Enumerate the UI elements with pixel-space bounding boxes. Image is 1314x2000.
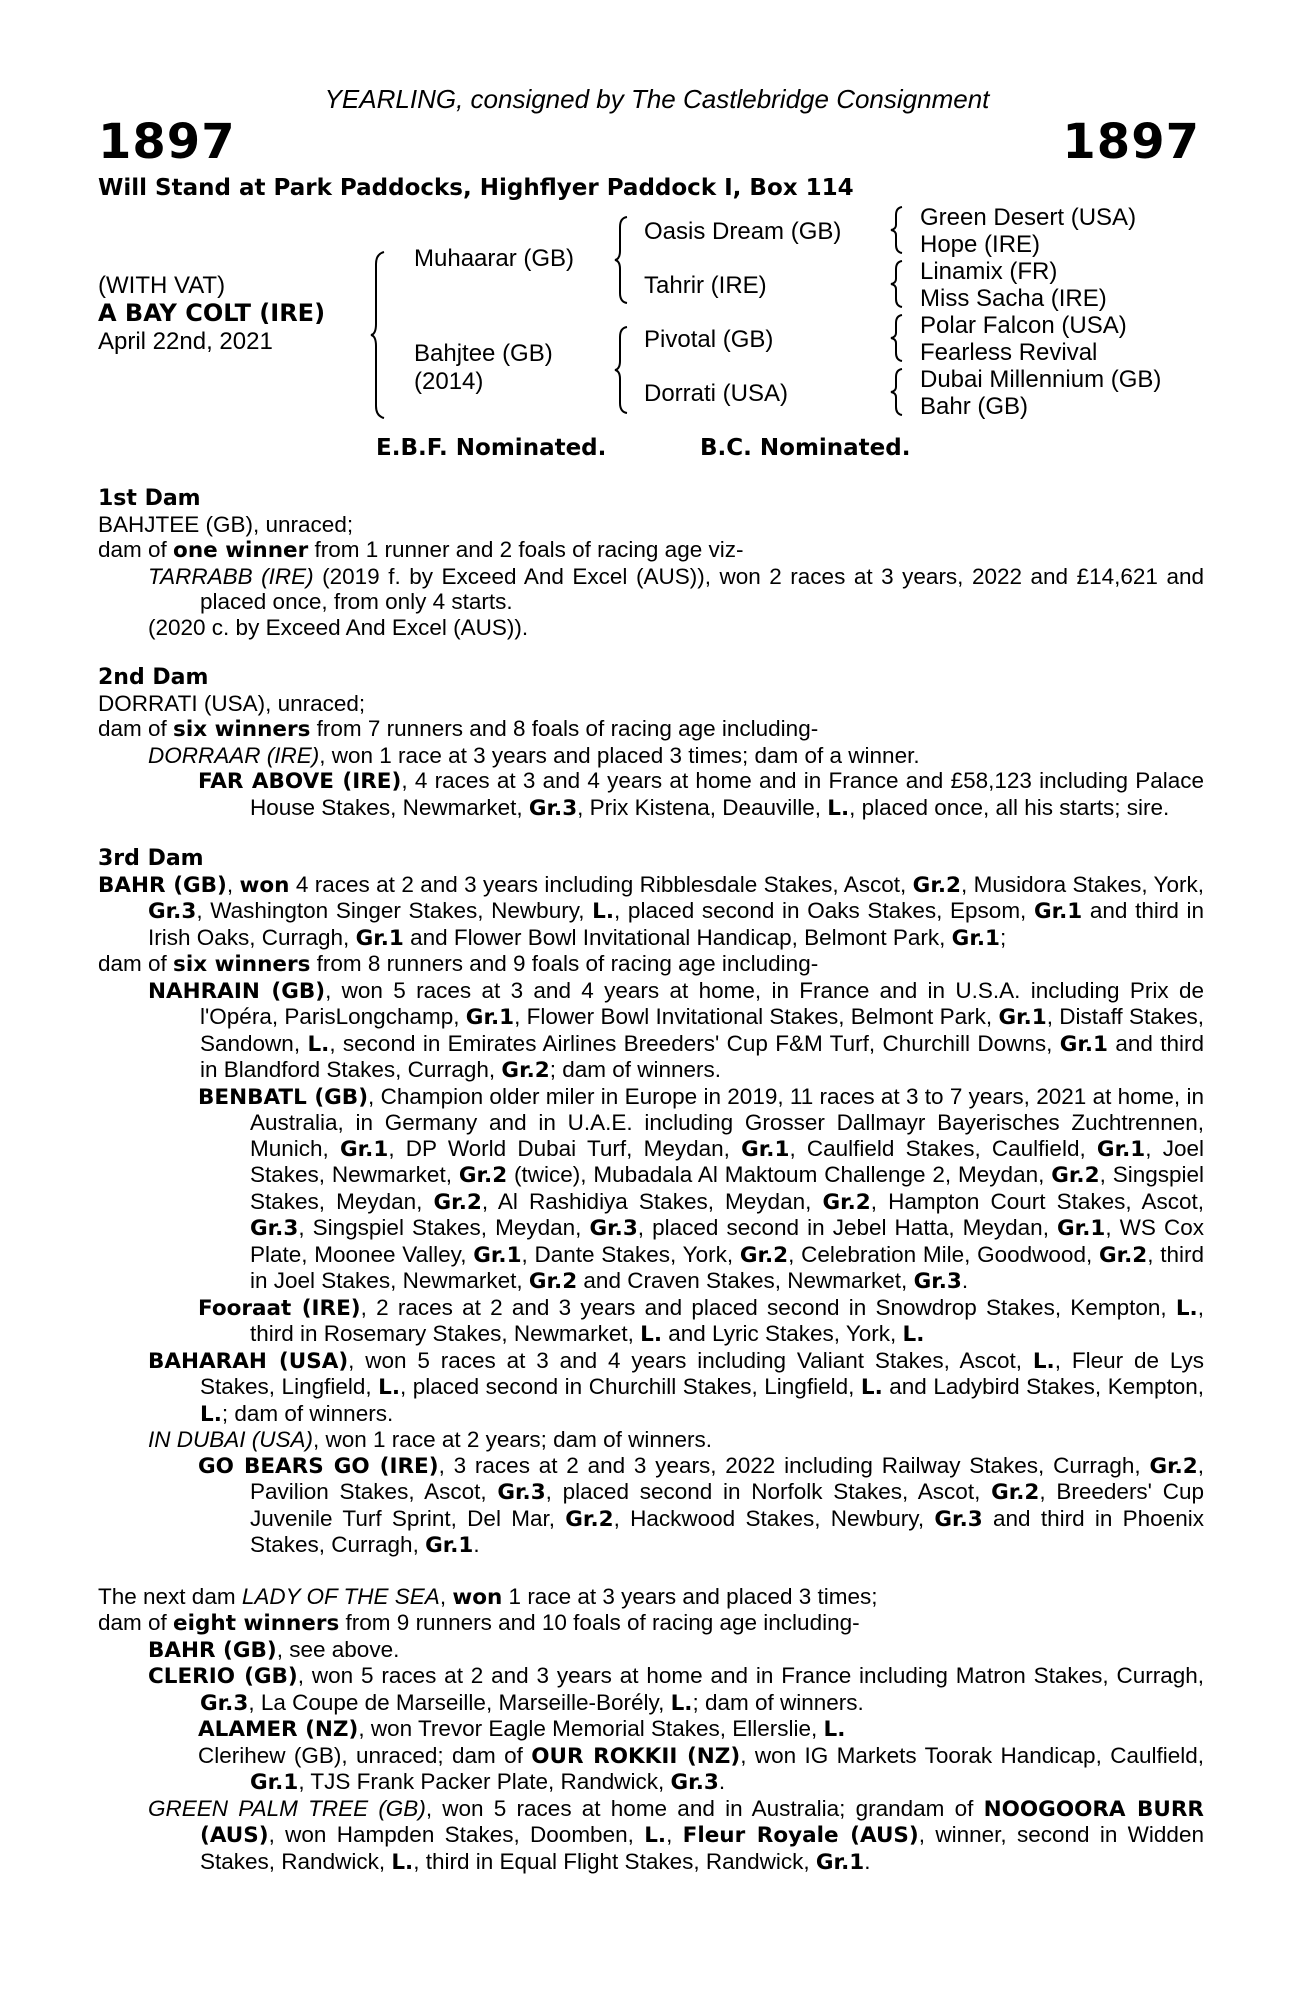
pedigree-g3-4: Miss Sacha (IRE) [920, 285, 1107, 312]
horse-dob: April 22nd, 2021 [98, 328, 273, 355]
pedigree-g3-2: Hope (IRE) [920, 231, 1041, 258]
third-dam-produce-summary: dam of six winners from 8 runners and 9 foals of racing age including- [98, 951, 819, 977]
ebf-nomination: E.B.F. Nominated. [376, 435, 607, 461]
third-dam-offspring: NAHRAIN (GB), won 5 races at 3 and 4 years at home, in France and in U.S.A. including Prix de l'Opéra, ParisLongchamp, Gr.1, Flower Bowl Invitational Stakes, Belmont Park, Gr.1, Distaff Stakes, Sandown, L., second in Emirates Airlines Breeders' Cup F&M Turf, Churchill Downs, Gr.1 and third in Blandford Stakes, Curragh, Gr.2; dam of winners. [148, 977, 1205, 1083]
pedigree-dam-sire: Pivotal (GB) [644, 326, 774, 353]
bc-nomination: B.C. Nominated. [700, 435, 911, 461]
consignment-subtitle: YEARLING, consigned by The Castlebridge Consignment [324, 84, 990, 114]
brace-tahrir [890, 259, 906, 309]
brace-dorrati [890, 367, 906, 417]
third-dam-heading: 3rd Dam [98, 846, 204, 871]
second-dam-produce-summary: dam of six winners from 7 runners and 8 foals of racing age including- [98, 716, 819, 742]
first-dam-heading: 1st Dam [98, 486, 201, 511]
pedigree-g3-3: Linamix (FR) [920, 258, 1058, 285]
pedigree-g3-7: Dubai Millennium (GB) [920, 366, 1162, 393]
horse-name: A BAY COLT (IRE) [98, 299, 326, 327]
pedigree-sire: Muhaarar (GB) [414, 245, 575, 272]
pedigree-g3-1: Green Desert (USA) [920, 204, 1137, 231]
next-dam-offspring: CLERIO (GB), won 5 races at 2 and 3 years at home and in France including Matron Stakes, Curragh, Gr.3, La Coupe de Marseille, Marseille-Borély, L.; dam of winners. [148, 1663, 1204, 1716]
first-dam-line: BAHJTEE (GB), unraced; [98, 511, 354, 537]
catalogue-body [98, 486, 1204, 1875]
second-dam-line: DORRATI (USA), unraced; [98, 690, 366, 716]
next-dam-offspring: GREEN PALM TREE (GB), won 5 races at home and in Australia; grandam of NOOGOORA BURR (AUS), won Hampden Stakes, Doomben, L., Fleur Royale (AUS), winner, second in Widden Stakes, Randwick, L., third in Equal Flight Stakes, Randwick, Gr.1. [148, 1795, 1204, 1875]
pedigree-g3-5: Polar Falcon (USA) [920, 312, 1127, 339]
first-dam-offspring: TARRABB (IRE) (2019 f. by Exceed And Excel (AUS)), won 2 races at 3 years, 2022 and £14,621 and placed once, from only 4 starts. [148, 563, 1204, 614]
third-dam-offspring: IN DUBAI (USA), won 1 race at 2 years; dam of winners. [148, 1427, 712, 1452]
second-dam-offspring: DORRAAR (IRE), won 1 race at 3 years and placed 3 times; dam of a winner. [148, 742, 920, 768]
pedigree-g3-8: Bahr (GB) [920, 393, 1029, 420]
pedigree-dam: Bahjtee (GB) [414, 340, 553, 367]
brace-oasis-dream [890, 205, 906, 255]
sire-brace [614, 215, 632, 305]
vat-note: (WITH VAT) [98, 272, 226, 299]
next-dam-grandoffspring: ALAMER (NZ), won Trevor Eagle Memorial Stakes, Ellerslie, L. [198, 1716, 846, 1742]
next-dam-line: The next dam LADY OF THE SEA, won 1 race at 3 years and placed 3 times; [98, 1583, 878, 1610]
third-dam-grandoffspring: BENBATL (GB), Champion older miler in Europe in 2019, 11 races at 3 to 7 years, 2021 at home, in Australia, in Germany and in U.A.E. including Grosser Dallmayr Bayerisches Zuchtrennen, Munich, Gr.1, DP World Dubai Turf, Meydan, Gr.1, Caulfield Stakes, Caulfield, Gr.1, Joel Stakes, Newmarket, Gr.2 (twice), Mubadala Al Maktoum Challenge 2, Meydan, Gr.2, Singspiel Stakes, Meydan, Gr.2, Al Rashidiya Stakes, Meydan, Gr.2, Hampton Court Stakes, Ascot, Gr.3, Singspiel Stakes, Meydan, Gr.3, placed second in Jebel Hatta, Meydan, Gr.1, WS Cox Plate, Moonee Valley, Gr.1, Dante Stakes, York, Gr.2, Celebration Mile, Goodwood, Gr.2, third in Joel Stakes, Newmarket, Gr.2 and Craven Stakes, Newmarket, Gr.3. [198, 1083, 1205, 1294]
third-dam-offspring: BAHARAH (USA), won 5 races at 3 and 4 years including Valiant Stakes, Ascot, L., Fleur de Lys Stakes, Lingfield, L., placed second in Churchill Stakes, Lingfield, L. and Ladybird Stakes, Kempton, L.; dam of winners. [148, 1347, 1204, 1427]
third-dam-grandoffspring: GO BEARS GO (IRE), 3 races at 2 and 3 years, 2022 including Railway Stakes, Curragh, Gr.2, Pavilion Stakes, Ascot, Gr.3, placed second in Norfolk Stakes, Ascot, Gr.2, Breeders' Cup Juvenile Turf Sprint, Del Mar, Gr.2, Hackwood Stakes, Newbury, Gr.3 and third in Phoenix Stakes, Curragh, Gr.1. [198, 1452, 1205, 1558]
pedigree-g3-6: Fearless Revival [920, 339, 1098, 366]
pedigree-sire-dam: Tahrir (IRE) [644, 272, 767, 299]
next-dam-grandoffspring: Clerihew (GB), unraced; dam of OUR ROKKII (NZ), won IG Markets Toorak Handicap, Caulfield, Gr.1, TJS Frank Packer Plate, Randwick, Gr.3. [198, 1742, 1205, 1795]
second-dam-heading: 2nd Dam [98, 665, 209, 690]
third-dam-grandoffspring: Fooraat (IRE), 2 races at 2 and 3 years and placed second in Snowdrop Stakes, Kempton, L., third in Rosemary Stakes, Newmarket, L. and Lyric Stakes, York, L. [198, 1294, 1204, 1347]
stand-location: Will Stand at Park Paddocks, Highflyer Paddock I, Box 114 [98, 175, 854, 201]
dam-brace [614, 325, 632, 415]
first-dam-offspring: (2020 c. by Exceed And Excel (AUS)). [148, 614, 529, 640]
first-dam-produce-summary: dam of one winner from 1 runner and 2 foals of racing age viz- [98, 537, 744, 563]
second-dam-grandoffspring: FAR ABOVE (IRE), 4 races at 3 and 4 years at home and in France and £58,123 including Palace House Stakes, Newmarket, Gr.3, Prix Kistena, Deauville, L., placed once, all his starts; sire. [198, 768, 1204, 821]
lot-number-right: 1897 [1062, 114, 1200, 170]
pedigree-dam-year: (2014) [414, 368, 484, 395]
next-dam-offspring: BAHR (GB), see above. [148, 1636, 400, 1663]
pedigree-sire-sire: Oasis Dream (GB) [644, 218, 842, 245]
brace-pivotal [890, 313, 906, 363]
generation1-brace [370, 250, 390, 420]
third-dam-record: BAHR (GB), won 4 races at 2 and 3 years including Ribblesdale Stakes, Ascot, Gr.2, Musidora Stakes, York, Gr.3, Washington Singer Stakes, Newbury, L., placed second in Oaks Stakes, Epsom, Gr.1 and third in Irish Oaks, Curragh, Gr.1 and Flower Bowl Invitational Handicap, Belmont Park, Gr.1; [98, 871, 1205, 951]
pedigree-dam-dam: Dorrati (USA) [644, 380, 789, 407]
lot-number-left: 1897 [98, 114, 236, 170]
next-dam-produce-summary: dam of eight winners from 9 runners and 10 foals of racing age including- [98, 1610, 860, 1636]
